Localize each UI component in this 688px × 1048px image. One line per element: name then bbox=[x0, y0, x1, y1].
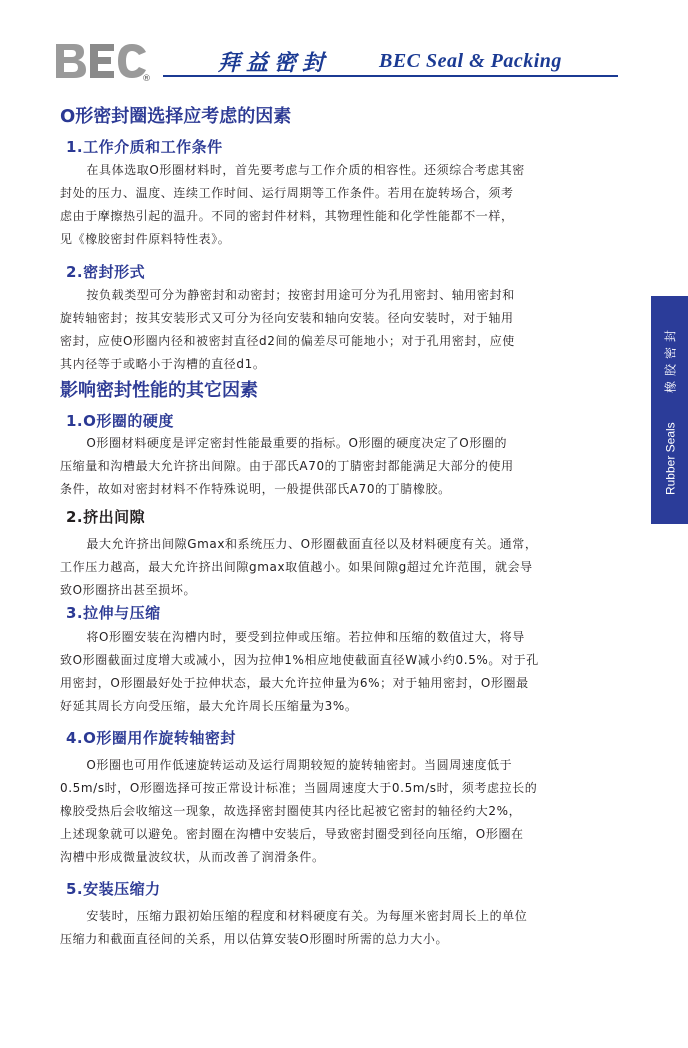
text-line: 好延其周长方向受压缩，最大允许周长压缩量为3%。 bbox=[60, 699, 358, 713]
side-tab-label-en: Rubber Seals bbox=[663, 422, 677, 496]
text-line: 其内径等于或略小于沟槽的直径d1。 bbox=[60, 357, 266, 371]
text-line: 按负载类型可分为静密封和动密封；按密封用途可分为孔用密封、轴用密封和 bbox=[86, 288, 515, 302]
side-category-tab bbox=[651, 296, 688, 524]
subheading-medium-conditions: 1.工作介质和工作条件 bbox=[66, 138, 223, 156]
subheading-extrusion-gap: 2.挤出间隙 bbox=[66, 508, 146, 526]
text-line: 条件，故如对密封材料不作特殊说明，一般提供邵氏A70的丁腈橡胶。 bbox=[60, 482, 451, 496]
bec-logo-mark bbox=[54, 38, 154, 82]
text-line: 工作压力越高，最大允许挤出间隙gmax取值越小。如果间隙g超过允许范围，就会导 bbox=[60, 560, 533, 574]
paragraph-rotary-shaft bbox=[60, 754, 640, 869]
text-line: 封处的压力、温度、连续工作时间、运行周期等工作条件。若用在旋转场合，须考 bbox=[60, 186, 514, 200]
text-line: 旋转轴密封；按其安装形式又可分为径向安装和轴向安装。径向安装时，对于轴用 bbox=[60, 311, 514, 325]
paragraph-medium-conditions bbox=[60, 159, 640, 251]
text-line: 压缩力和截面直径间的关系，用以估算安装O形圈时所需的总力大小。 bbox=[60, 932, 449, 946]
paragraph-seal-type bbox=[60, 284, 640, 376]
paragraph-extrusion-gap bbox=[60, 533, 640, 602]
text-line: 压缩量和沟槽最大允许挤出间隙。由于邵氏A70的丁腈密封都能满足大部分的使用 bbox=[60, 459, 514, 473]
side-tab-label bbox=[661, 325, 678, 495]
paragraph-installation-force bbox=[60, 905, 640, 951]
text-line: 密封，应使O形圈内径和被密封直径d2间的偏差尽可能地小；对于孔用密封，应使 bbox=[60, 334, 515, 348]
text-line: 虑由于摩擦热引起的温升。不同的密封件材料，其物理性能和化学性能都不一样， bbox=[60, 209, 514, 223]
brand-name-chinese: 拜益密封 bbox=[218, 50, 331, 76]
text-line: O形圈也可用作低速旋转运动及运行周期较短的旋转轴密封。当圆周速度低于 bbox=[86, 758, 513, 772]
subheading-installation-force: 5.安装压缩力 bbox=[66, 880, 161, 898]
article-body bbox=[60, 104, 640, 951]
paragraph-stretch-compression bbox=[60, 626, 640, 718]
text-line: 将O形圈安装在沟槽内时，要受到拉伸或压缩。若拉伸和压缩的数值过大，将导 bbox=[86, 630, 525, 644]
text-line: 0.5m/s时，O形圈选择可按正常设计标准；当圆周速度大于0.5m/s时，须考虑拉长的 bbox=[60, 781, 538, 795]
text-line: O形圈材料硬度是评定密封性能最重要的指标。O形圈的硬度决定了O形圈的 bbox=[86, 436, 508, 450]
side-tab-label-cn: 橡胶密封 bbox=[663, 324, 677, 393]
text-line: 上述现象就可以避免。密封圈在沟槽中安装后，导致密封圈受到径向压缩，O形圈在 bbox=[60, 827, 524, 841]
text-line: 致O形圈截面过度增大或减小，因为拉伸1%相应地使截面直径W减小约0.5%。对于孔 bbox=[60, 653, 539, 667]
text-line: 见《橡胶密封件原料特性表》。 bbox=[60, 232, 231, 246]
text-line: 在具体选取O形圈材料时，首先要考虑与工作介质的相容性。还须综合考虑其密 bbox=[86, 163, 525, 177]
subheading-stretch-compression: 3.拉伸与压缩 bbox=[66, 604, 161, 622]
section-title-other-factors: 影响密封性能的其它因素 bbox=[60, 380, 258, 401]
subheading-hardness: 1.O形圈的硬度 bbox=[66, 412, 174, 430]
text-line: 最大允许挤出间隙Gmax和系统压力、O形圈截面直径以及材料硬度有关。通常， bbox=[86, 537, 538, 551]
text-line: 安装时，压缩力跟初始压缩的程度和材料硬度有关。为每厘米密封周长上的单位 bbox=[86, 909, 528, 923]
svg-text:®: ® bbox=[142, 74, 151, 82]
paragraph-hardness bbox=[60, 432, 640, 501]
header-divider bbox=[163, 75, 618, 77]
text-line: 致O形圈挤出甚至损坏。 bbox=[60, 583, 197, 597]
bec-logo bbox=[54, 38, 154, 82]
subheading-seal-type: 2.密封形式 bbox=[66, 263, 146, 281]
section-title-selection-factors: O形密封圈选择应考虑的因素 bbox=[60, 106, 292, 127]
subheading-rotary-shaft: 4.O形圈用作旋转轴密封 bbox=[66, 729, 236, 747]
text-line: 沟槽中形成微量波纹状，从而改善了润滑条件。 bbox=[60, 850, 325, 864]
text-line: 用密封，O形圈最好处于拉伸状态，最大允许拉伸量为6%；对于轴用密封，O形圈最 bbox=[60, 676, 529, 690]
brand-name-english: BEC Seal & Packing bbox=[379, 50, 562, 72]
text-line: 橡胶受热后会收缩这一现象，故选择密封圈使其内径比起被它密封的轴径约大2%， bbox=[60, 804, 522, 818]
